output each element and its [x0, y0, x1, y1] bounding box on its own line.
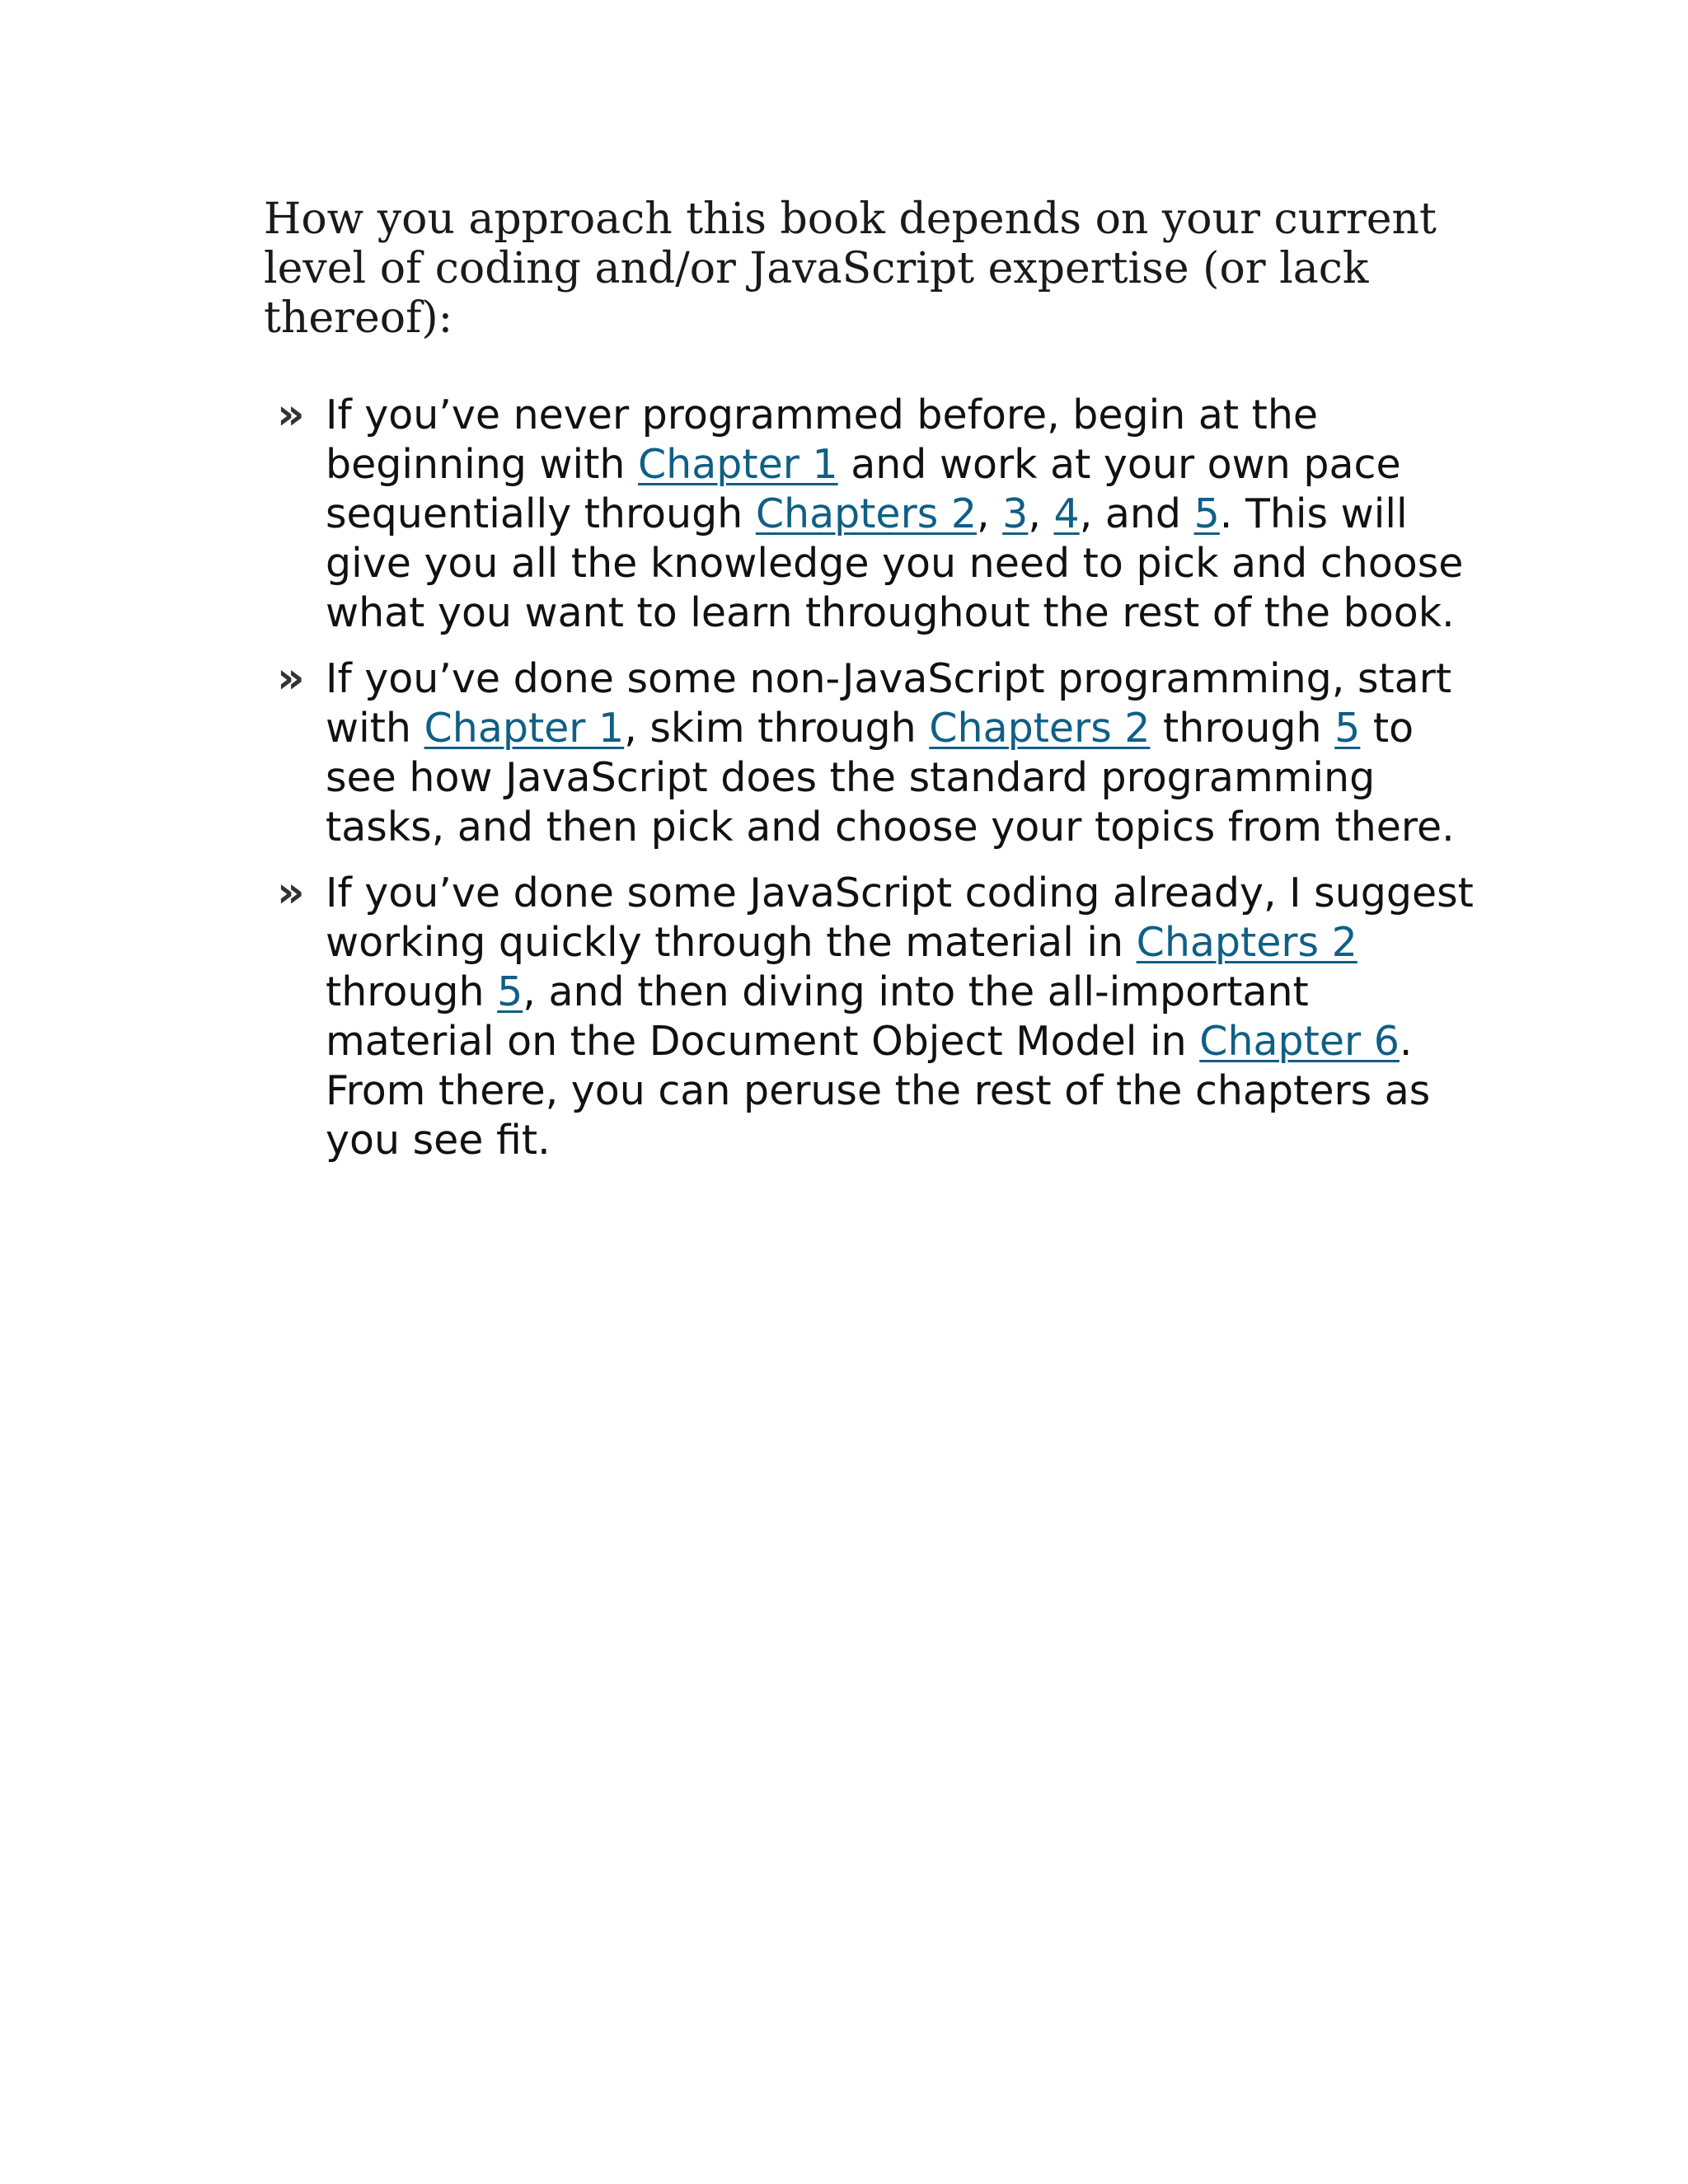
link-chapter-6[interactable]: Chapter 6 [1199, 1018, 1400, 1065]
link-chapter-1[interactable]: Chapter 1 [424, 705, 625, 752]
text-run: through [326, 968, 498, 1015]
text-run: to see how JavaScript does the standard programming tasks, and then pick and choose your topics from there. [326, 705, 1455, 851]
text-run: . From there, you can peruse the rest of the chapters as you see fit. [326, 1018, 1431, 1164]
link-5[interactable]: 5 [1334, 705, 1361, 752]
double-chevron-bullet-icon: » [277, 390, 305, 439]
double-chevron-bullet-icon: » [277, 868, 305, 917]
text-run: , [1028, 490, 1054, 537]
text-run: , skim through [624, 705, 930, 752]
double-chevron-bullet-icon: » [277, 654, 305, 703]
text-run: If you’ve done some non-JavaScript programming, start with [326, 655, 1452, 752]
list-item-text [326, 655, 1455, 851]
list-item [264, 869, 1475, 1165]
text-run: If you’ve never programmed before, begin at the beginning with [326, 391, 1319, 488]
link-chapters-2[interactable]: Chapters 2 [755, 490, 977, 537]
link-3[interactable]: 3 [1002, 490, 1029, 537]
list-item [264, 391, 1475, 638]
link-5[interactable]: 5 [1193, 490, 1220, 537]
link-chapter-1[interactable]: Chapter 1 [637, 441, 838, 488]
list-item [264, 654, 1475, 852]
list-item-text [326, 869, 1474, 1164]
link-chapters-2[interactable]: Chapters 2 [929, 705, 1151, 752]
reading-path-list [264, 391, 1475, 1165]
link-5[interactable]: 5 [497, 968, 523, 1015]
list-item-text [326, 391, 1463, 636]
text-run: If you’ve done some JavaScript coding already, I suggest working quickly through the material in [326, 869, 1474, 966]
text-run: , [977, 490, 1003, 537]
link-4[interactable]: 4 [1053, 490, 1080, 537]
document-page [264, 194, 1475, 1182]
text-run: , and [1079, 490, 1194, 537]
intro-paragraph: How you approach this book depends on your current level of coding and/or JavaScript expertise (or lack thereof): [264, 194, 1437, 343]
link-chapters-2[interactable]: Chapters 2 [1136, 919, 1357, 966]
text-run: through [1150, 705, 1335, 752]
text-run: and work at your own pace sequentially through [326, 441, 1401, 537]
text-run: , and then diving into the all-important material on the Document Object Model in [326, 968, 1309, 1065]
text-run: . This will give you all the knowledge you need to pick and choose what you want to learn throughout the rest of the book. [326, 490, 1464, 636]
